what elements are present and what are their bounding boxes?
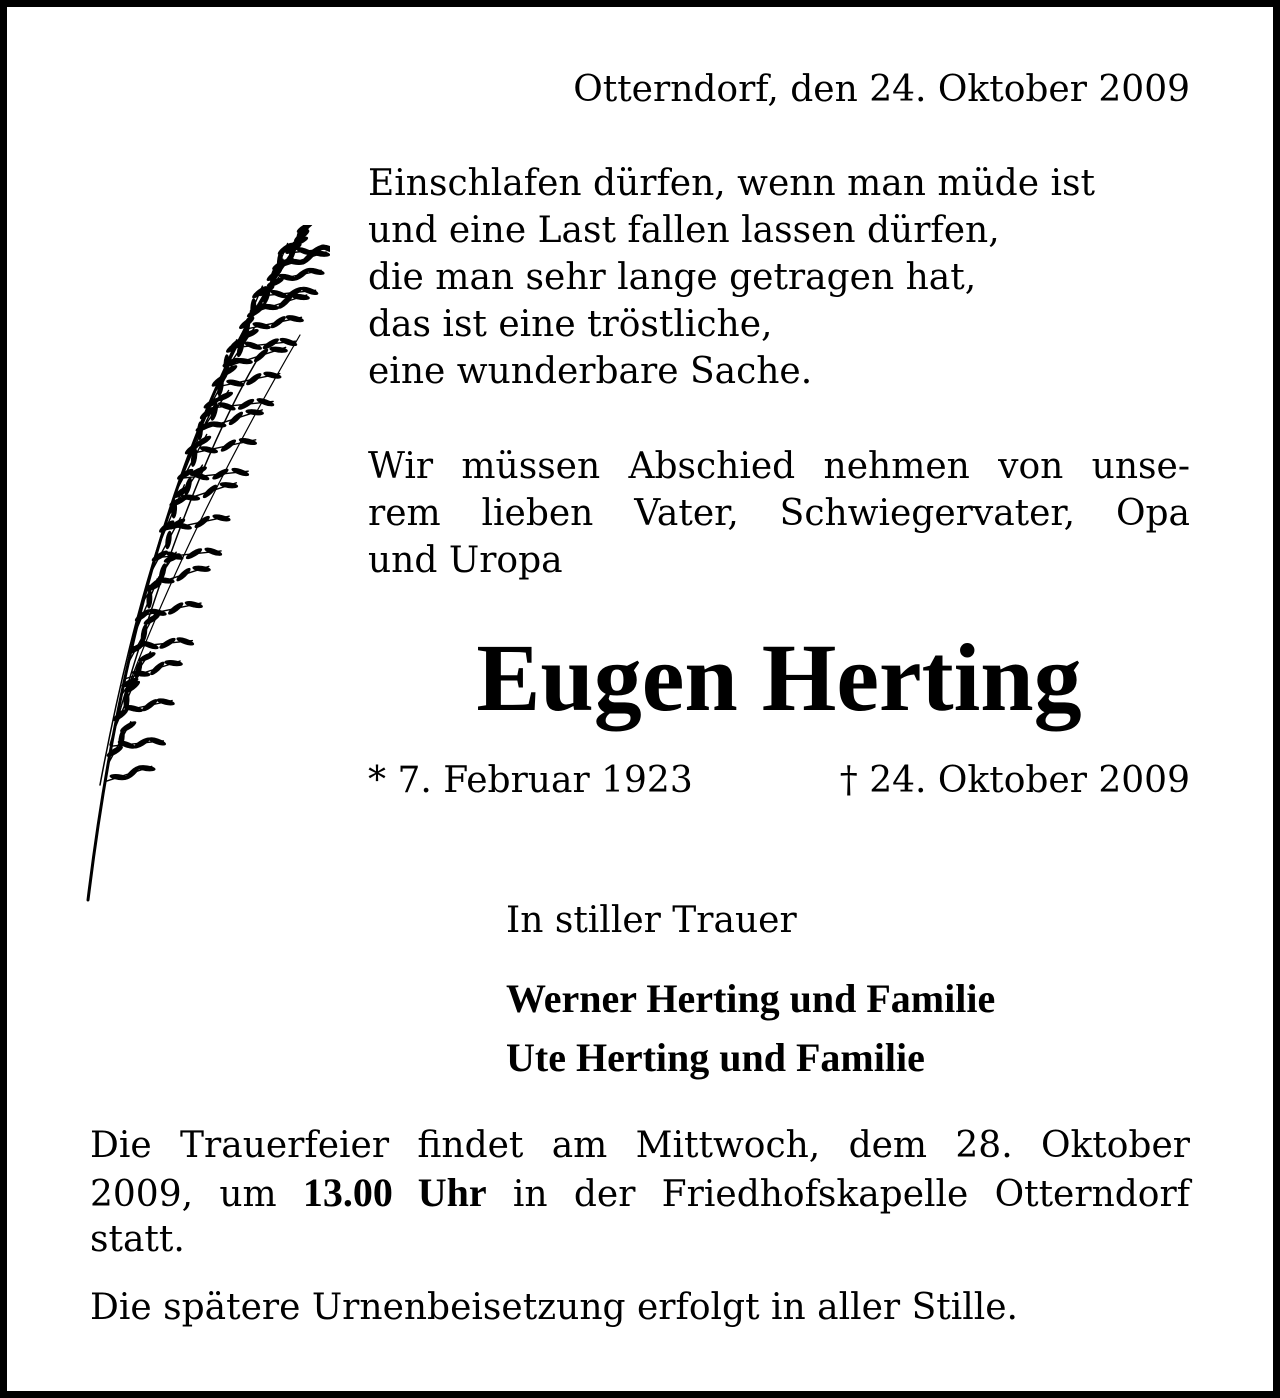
- mourner-family: Ute Herting und Familie: [506, 1035, 925, 1080]
- birth-date: * 7. Februar 1923: [368, 760, 693, 801]
- mourner-family: Werner Herting und Familie: [506, 976, 996, 1021]
- service-line: Die Trauerfeier findet am Mittwoch, dem 28. Oktober: [90, 1125, 1190, 1166]
- farewell-line: rem lieben Vater, Schwiegervater, Opa: [368, 493, 1190, 534]
- poem-line: und eine Last fallen lassen dürfen,: [368, 210, 1000, 251]
- poem-line: eine wunderbare Sache.: [368, 351, 813, 392]
- urn-burial-note: Die spätere Urnenbeisetzung erfolgt in aller Stille.: [90, 1287, 1018, 1328]
- grass-stalk-icon: [70, 225, 330, 915]
- poem-line: das ist eine tröstliche,: [368, 304, 773, 345]
- poem-line: die man sehr lange getragen hat,: [368, 257, 977, 298]
- farewell-line: und Uropa: [368, 540, 563, 581]
- service-location: in der Friedhofskapelle Otterndorf: [512, 1174, 1191, 1215]
- place-date: Otterndorf, den 24. Oktober 2009: [573, 69, 1190, 110]
- service-year: 2009, um: [90, 1174, 277, 1215]
- service-line: statt.: [90, 1219, 185, 1260]
- farewell-line: Wir müssen Abschied nehmen von unse-: [368, 446, 1190, 487]
- service-line: [90, 1169, 1190, 1216]
- death-date: † 24. Oktober 2009: [839, 760, 1190, 801]
- poem-line: Einschlafen dürfen, wenn man müde ist: [368, 163, 1095, 204]
- service-time: 13.00 Uhr: [302, 1170, 487, 1215]
- poem: [368, 160, 1095, 395]
- funeral-service-notice: [90, 1122, 1190, 1263]
- farewell-text: [368, 443, 1190, 584]
- mourning-intro: In stiller Trauer: [506, 900, 797, 941]
- deceased-name: Eugen Herting: [476, 624, 1082, 731]
